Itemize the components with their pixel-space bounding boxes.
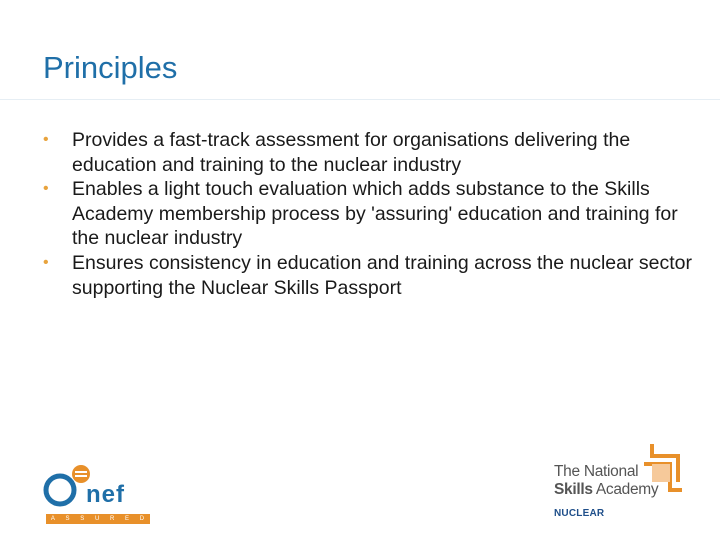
onef-assured-banner — [46, 514, 150, 524]
bullet-icon: • — [43, 131, 49, 148]
nsa-skills: Skills — [554, 481, 593, 498]
assured-letter: E — [125, 516, 131, 522]
bullet-text: Enables a light touch evaluation which adds substance to the Skills Academy membership process by 'assuring' education and training for the nuclear industry — [72, 178, 678, 250]
bullet-list — [43, 128, 693, 300]
assured-letter: D — [139, 516, 146, 522]
assured-letter: A — [50, 516, 56, 522]
bullet-icon: • — [43, 253, 49, 271]
assured-letter: S — [65, 516, 71, 522]
nsa-line2 — [554, 481, 658, 499]
bullet-item — [43, 177, 693, 251]
bullet-text: Ensures consistency in education and training across the nuclear sector supporting the Nuclear Skills Passport — [72, 251, 693, 299]
assured-letter: S — [80, 516, 86, 522]
bullet-item — [43, 128, 693, 177]
slide-title: Principles — [43, 50, 178, 85]
bullet-text: Provides a fast-track assessment for organisations delivering the education and training to the nuclear industry — [72, 129, 631, 176]
onef-wordmark: nef — [86, 481, 125, 508]
assured-letter: U — [94, 516, 101, 522]
bullet-item — [43, 251, 693, 300]
nsa-nuclear-label: NUCLEAR — [554, 508, 605, 519]
assured-letter: R — [109, 516, 116, 522]
onef-mark-icon — [46, 465, 90, 504]
nsa-academy: Academy — [592, 481, 659, 498]
title-divider — [0, 99, 720, 100]
nsa-line1: The National — [554, 463, 639, 480]
bullet-icon: • — [43, 180, 49, 198]
